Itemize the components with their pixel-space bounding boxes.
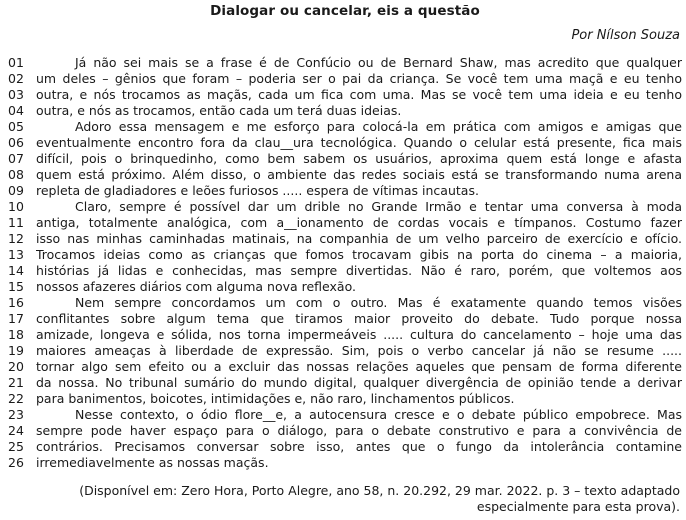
line-text: Nesse contexto, o ódio flore__e, a autocensura cresce e o debate público empobrece. Mas [75, 407, 682, 422]
text-line-18 [8, 327, 682, 343]
line-number: 08 [8, 167, 24, 182]
line-number: 09 [8, 183, 24, 198]
line-number: 16 [8, 295, 24, 310]
line-number: 02 [8, 71, 24, 86]
text-line-24 [8, 423, 682, 439]
line-text: sempre pode haver espaço para o diálogo, para o debate construtivo e para a convivência de [36, 423, 682, 438]
text-line-17 [8, 311, 682, 327]
line-number: 21 [8, 375, 24, 390]
line-text: Claro, sempre é possível dar um drible no Grande Irmão e tentar uma conversa à moda [75, 199, 682, 214]
line-number: 23 [8, 407, 24, 422]
line-number: 07 [8, 151, 24, 166]
line-number: 14 [8, 263, 24, 278]
text-line-19 [8, 343, 682, 359]
line-text: eventualmente encontro fora da clau__ura tecnológica. Quando o celular está presente, fica mais [36, 135, 682, 150]
line-number: 04 [8, 103, 24, 118]
line-text: histórias já lidas e conhecidas, mas sempre divertidas. Não é raro, porém, que voltemos aos [36, 263, 682, 278]
line-text: contrários. Precisamos conversar sobre isso, antes que o fungo da intolerância contamine [36, 439, 682, 454]
text-line-25 [8, 439, 682, 455]
text-line-05 [8, 119, 682, 135]
line-text: para banimentos, boicotes, intimidações e, não raro, linchamentos públicos. [36, 391, 515, 406]
line-number: 05 [8, 119, 24, 134]
line-number: 15 [8, 279, 24, 294]
line-text: quem está próximo. Além disso, o ambiente das redes sociais está se transformando numa arena [36, 167, 682, 182]
line-text: conflitantes sobre algum tema que tiramos maior proveito do debate. Tudo porque nossa [36, 311, 682, 326]
text-line-03 [8, 87, 682, 103]
text-line-11 [8, 215, 682, 231]
text-line-06 [8, 135, 682, 151]
line-number: 06 [8, 135, 24, 150]
line-number: 01 [8, 55, 24, 70]
line-number: 19 [8, 343, 24, 358]
line-text: difícil, pois o brinquedinho, como bem sabem os usuários, aproxima quem está longe e afasta [36, 151, 682, 166]
text-line-14 [8, 263, 682, 279]
line-number: 13 [8, 247, 24, 262]
citation-line-1: (Disponível em: Zero Hora, Porto Alegre, ano 58, n. 20.292, 29 mar. 2022. p. 3 – texto adaptado [79, 483, 680, 498]
line-text: tornar algo sem efeito ou a excluir das nossas relações aqueles que pensam de forma diferente [36, 359, 682, 374]
text-line-10 [8, 199, 682, 215]
line-number: 25 [8, 439, 24, 454]
line-text: isso nas minhas caminhadas matinais, na companhia de um velho parceiro de exercício e ofício. [36, 231, 682, 246]
text-line-08 [8, 167, 682, 183]
text-line-07 [8, 151, 682, 167]
source-citation [8, 483, 682, 515]
line-text: amizade, longeva e sólida, nos torna impermeáveis ..... cultura do cancelamento – hoje uma das [36, 327, 682, 342]
text-line-22 [8, 391, 682, 407]
text-line-23 [8, 407, 682, 423]
line-number: 12 [8, 231, 24, 246]
citation-line-2: especialmente para esta prova). [476, 499, 680, 514]
line-number: 03 [8, 87, 24, 102]
line-number: 20 [8, 359, 24, 374]
text-line-26 [8, 455, 682, 471]
line-text: maiores ameaças à liberdade de expressão. Sim, pois o verbo cancelar já não se resume ..... [36, 343, 682, 358]
line-text: irremediavelmente as nossas maçãs. [36, 455, 269, 470]
text-line-13 [8, 247, 682, 263]
author-byline: Por Nílson Souza [571, 28, 680, 43]
line-number: 11 [8, 215, 24, 230]
text-line-20 [8, 359, 682, 375]
line-text: Já não sei mais se a frase é de Confúcio ou de Bernard Shaw, mas acredito que qualquer [75, 55, 682, 70]
text-line-16 [8, 295, 682, 311]
text-line-09 [8, 183, 682, 199]
line-text: repleta de gladiadores e leões furiosos ..... espera de vítimas incautas. [36, 183, 479, 198]
text-line-02 [8, 71, 682, 87]
line-number: 17 [8, 311, 24, 326]
line-text: antiga, totalmente analógica, com a__ionamento de cordas vocais e tímpanos. Costumo fazer [36, 215, 682, 230]
line-number: 18 [8, 327, 24, 342]
line-text: Adoro essa mensagem e me esforço para colocá-la em prática com amigos e amigas que [75, 119, 682, 134]
line-number: 24 [8, 423, 24, 438]
line-text: outra, e nós trocamos as maçãs, cada um fica com uma. Mas se você tem uma ideia e eu tenho [36, 87, 682, 102]
line-text: da nossa. No tribunal sumário do mundo digital, qualquer divergência de opinião tende a derivar [36, 375, 682, 390]
line-number: 26 [8, 455, 24, 470]
line-text: Nem sempre concordamos um com o outro. Mas é exatamente quando temos visões [75, 295, 682, 310]
line-number: 10 [8, 199, 24, 214]
page-title: Dialogar ou cancelar, eis a questão [210, 3, 480, 19]
line-text: nossos afazeres diários com alguma nova reflexão. [36, 279, 356, 294]
line-text: um deles – gênios que foram – poderia ser o pai da criança. Se você tem uma maçã e eu tenho [36, 71, 682, 86]
line-text: outra, e nós as trocamos, então cada um terá duas ideias. [36, 103, 402, 118]
text-line-01 [8, 55, 682, 71]
text-body [8, 55, 682, 471]
text-line-12 [8, 231, 682, 247]
text-line-04 [8, 103, 682, 119]
line-number: 22 [8, 391, 24, 406]
text-line-21 [8, 375, 682, 391]
text-line-15 [8, 279, 682, 295]
line-text: Trocamos ideias como as crianças que fomos trocavam gibis na porta do cinema – a maioria, [36, 247, 682, 262]
